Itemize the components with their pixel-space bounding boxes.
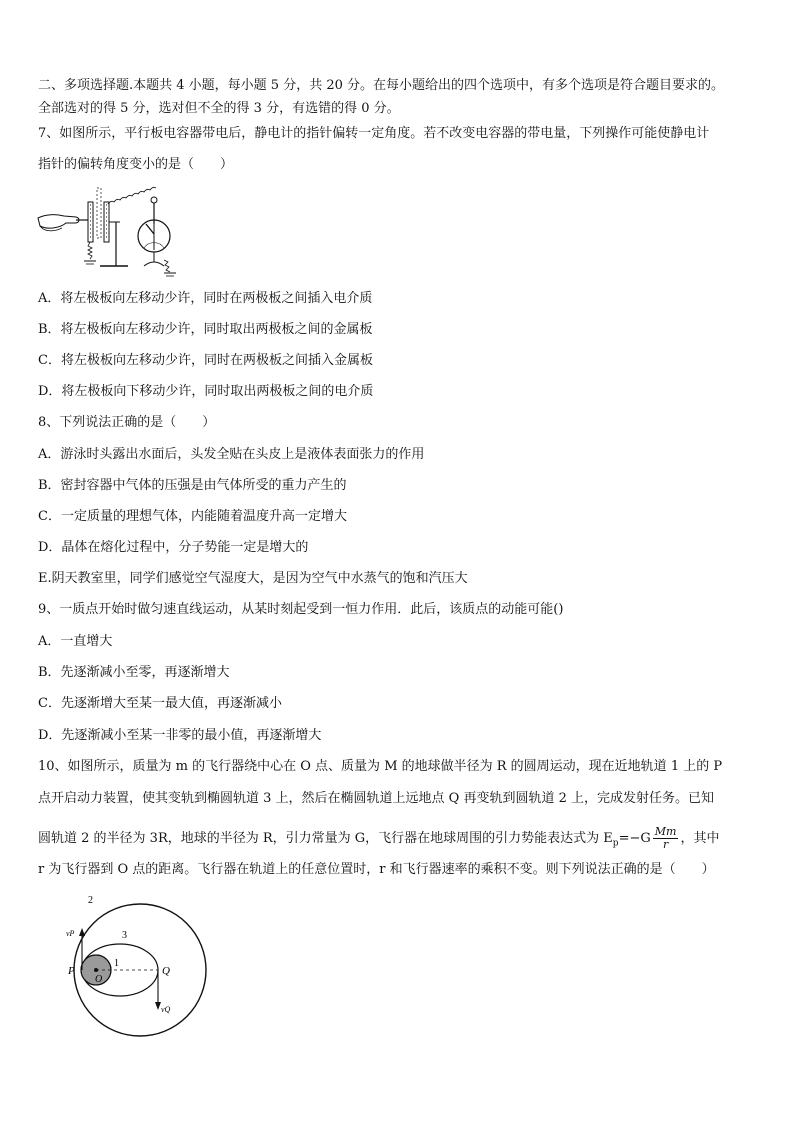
q8-option-d: D．晶体在熔化过程中，分子势能一定是增大的	[38, 540, 309, 555]
q10-eq-sign: =−G	[618, 831, 651, 846]
q10-line3-tail: ，其中	[680, 831, 720, 846]
hand-icon	[38, 215, 79, 228]
q10-stem-line1: 10、如图所示，质量为 m 的飞行器绕中心在 O 点、质量为 M 的地球做半径为 R 的圆周运动，现在近地轨道 1 上的 P	[38, 759, 723, 774]
section-header-line2: 全部选对的得 5 分，选对但不全的得 3 分，有选错的得 0 分。	[38, 101, 400, 116]
q8-option-c: C．一定质量的理想气体，内能随着温度升高一定增大	[38, 509, 347, 524]
q8-option-b: B．密封容器中气体的压强是由气体所受的重力产生的	[38, 478, 347, 493]
vq-label: vQ	[161, 1005, 171, 1014]
q10-frac-numerator: Mm	[654, 825, 677, 838]
q8-stem: 8、下列说法正确的是（ ）	[38, 415, 216, 430]
section-header-line1: 二、多项选择题.本题共 4 小题，每小题 5 分，共 20 分。在每小题给出的四个选项中，有多个选项是符合题目要求的。	[38, 78, 725, 93]
q10-ep-subscript: p	[612, 838, 619, 849]
orbit-figure	[58, 890, 208, 1040]
q10-line3-text: 圆轨道 2 的半径为 3R，地球的半径为 R，引力常量为 G，飞行器在地球周围的引力势能表达式为 E	[38, 831, 613, 846]
q7-option-a: A．将左极板向左移动少许，同时在两极板之间插入电介质	[38, 291, 373, 306]
q9-option-d: D．先逐渐减小至某一非零的最小值，再逐渐增大	[38, 728, 322, 743]
vp-label: vP	[66, 929, 75, 938]
orbit-2-label: 2	[88, 895, 93, 906]
q7-option-b: B．将左极板向左移动少许，同时取出两极板之间的金属板	[38, 322, 373, 337]
q10-stem-line4: r 为飞行器到 O 点的距离。飞行器在轨道上的任意位置时，r 和飞行器速率的乘积不变。则下列说法正确的是（ ）	[38, 862, 715, 877]
q10-fraction	[653, 826, 679, 851]
q8-option-e: E.阴天教室里，同学们感觉空气湿度大，是因为空气中水蒸气的饱和汽压大	[38, 571, 468, 586]
q9-option-a: A．一直增大	[38, 634, 113, 649]
q7-option-d: D．将左极板向下移动少许，同时取出两极板之间的电介质	[38, 384, 374, 399]
q10-frac-denominator: r	[662, 838, 669, 851]
q7-option-c: C．将左极板向左移动少许，同时在两极板之间插入金属板	[38, 353, 373, 368]
q10-stem-line2: 点开启动力装置，使其变轨到椭圆轨道 3 上，然后在椭圆轨道上远地点 Q 再变轨到圆轨道 2 上，完成发射任务。已知	[38, 791, 714, 806]
point-p-label: P	[68, 965, 75, 977]
q7-stem-line2: 指针的偏转角度变小的是（ ）	[38, 157, 234, 172]
orbit-1-label: 1	[114, 958, 119, 969]
q9-option-b: B．先逐渐减小至零，再逐渐增大	[38, 665, 230, 680]
point-o-label: O	[95, 974, 103, 985]
electrometer-capacitor-figure	[36, 186, 184, 278]
q7-stem-line1: 7、如图所示，平行板电容器带电后，静电计的指针偏转一定角度。若不改变电容器的带电量，下列操作可能使静电计	[38, 126, 710, 141]
q8-option-a: A．游泳时头露出水面后，头发全贴在头皮上是液体表面张力的作用	[38, 447, 425, 462]
q9-option-c: C．先逐渐增大至某一最大值，再逐渐减小	[38, 696, 282, 711]
point-q-label: Q	[162, 965, 170, 977]
orbit-3-label: 3	[122, 930, 127, 941]
q9-stem: 9、一质点开始时做匀速直线运动，从某时刻起受到一恒力作用．此后，该质点的动能可能()	[38, 602, 564, 617]
electrometer-needle	[146, 224, 154, 234]
q10-stem-line3	[38, 826, 719, 852]
